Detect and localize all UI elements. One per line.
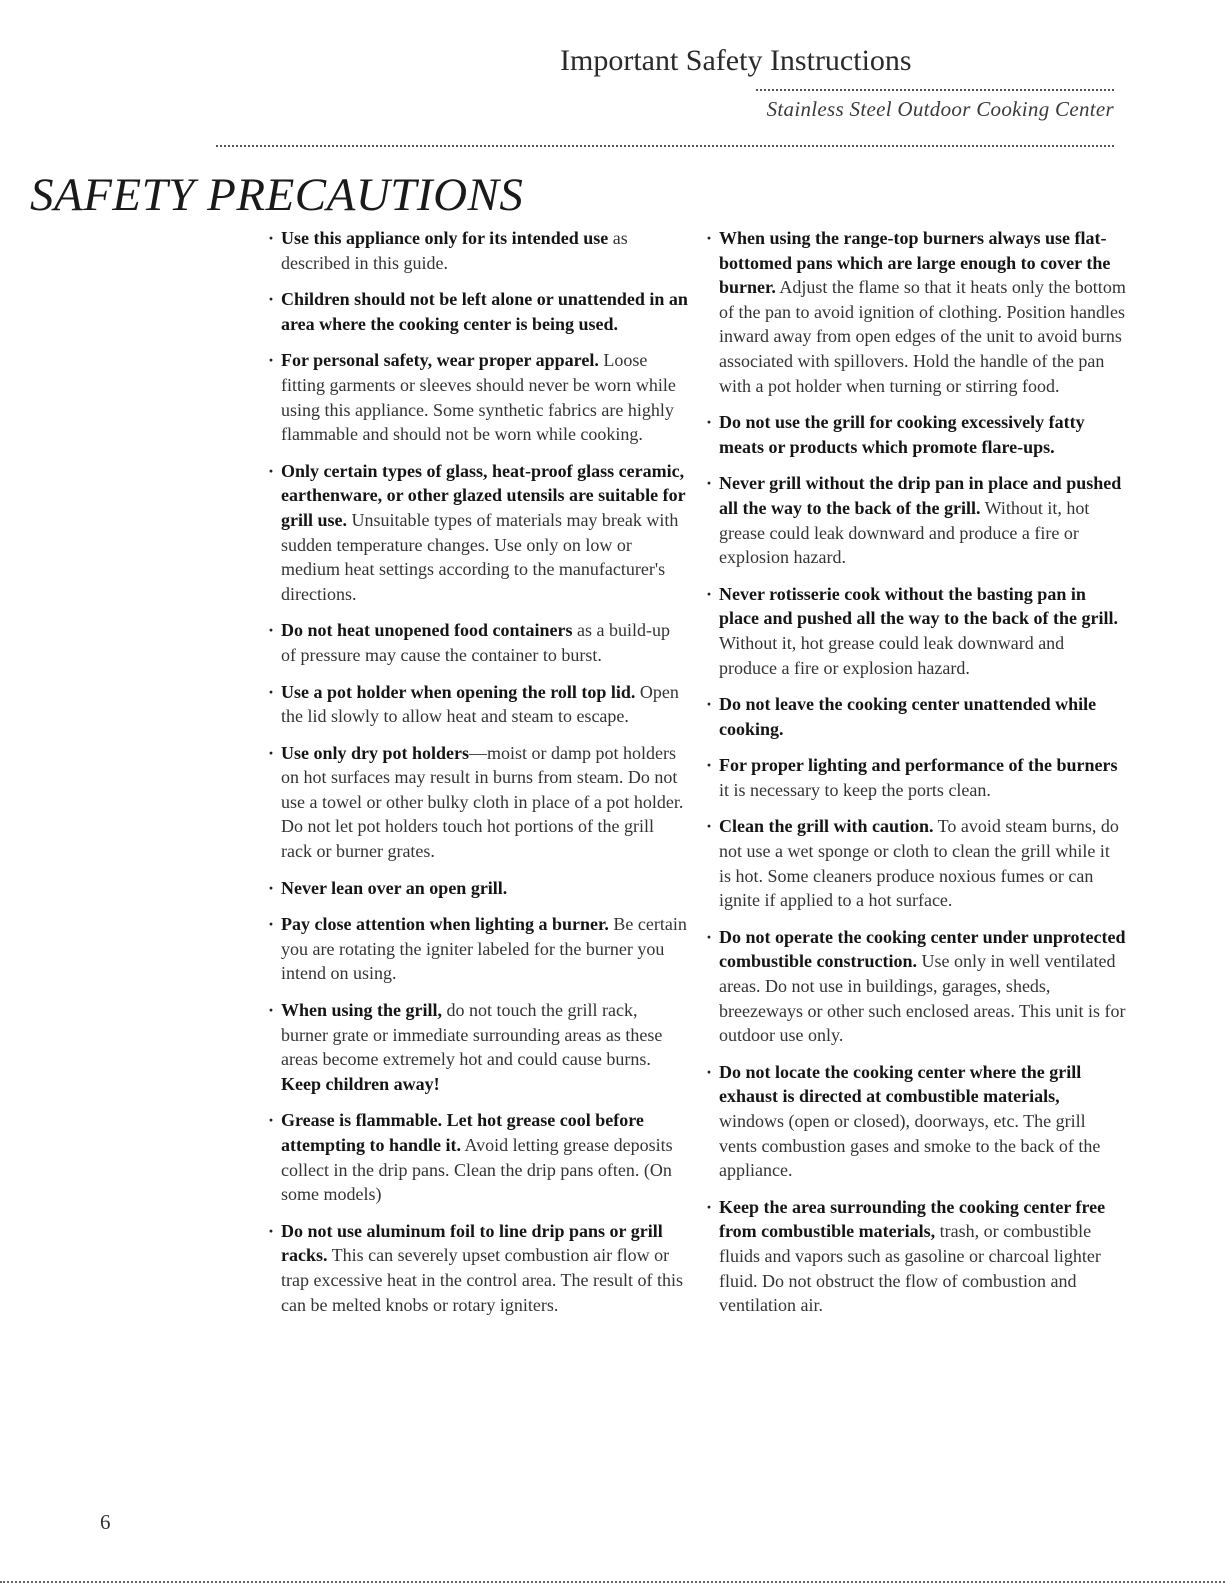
bullet-marker: · xyxy=(706,926,713,947)
bullet-marker: · xyxy=(706,473,713,494)
bullet-marker: · xyxy=(706,412,713,433)
safety-item-heading: Pay close attention when lighting a burner. xyxy=(281,914,609,935)
safety-item xyxy=(268,741,688,864)
page-number: 6 xyxy=(100,1510,111,1534)
safety-item-text: Loose fitting garments or sleeves should never be worn while using this appliance. Some synthetic fabrics are highly flammable and should not be worn while cooking. xyxy=(281,350,676,445)
safety-item-heading: Do not operate the cooking center under unprotected combustible construction. xyxy=(719,926,1126,972)
bullet-marker: · xyxy=(268,877,275,898)
safety-item-text: as described in this guide. xyxy=(281,228,628,273)
bullet-marker: · xyxy=(706,816,713,837)
safety-item-heading: Never rotisserie cook without the basting pan in place and pushed all the way to the back of the grill. xyxy=(719,583,1119,629)
safety-item xyxy=(706,226,1126,398)
bullet-marker: · xyxy=(706,755,713,776)
safety-item-heading: Do not locate the cooking center where the grill exhaust is directed at combustible materials, xyxy=(719,1061,1082,1107)
header-divider-long xyxy=(216,145,1114,147)
safety-item-heading: For personal safety, wear proper apparel. xyxy=(281,350,599,371)
safety-item-text: Open the lid slowly to allow heat and steam to escape. xyxy=(281,681,679,727)
bullet-marker: · xyxy=(268,350,275,371)
safety-item-text: trash, or combustible fluids and vapors such as gasoline or charcoal lighter fluid. Do not obstruct the flow of combustion and ventilation air. xyxy=(719,1221,1101,1316)
safety-item-heading: Use only dry pot holders xyxy=(281,742,470,763)
safety-item-text: Use only in well ventilated areas. Do not use in buildings, garages, sheds, breezeways or other such enclosed areas. This unit is for outdoor use only. xyxy=(719,951,1126,1046)
safety-item-heading: Never grill without the drip pan in place and pushed all the way to the back of the grill. xyxy=(719,473,1122,518)
safety-item-text: This can severely upset combustion air flow or trap excessive heat in the control area. The result of this can be melted knobs or rotary igniters. xyxy=(281,1245,684,1315)
bullet-marker: · xyxy=(268,1110,275,1131)
safety-item-text: Unsuitable types of materials may break with sudden temperature changes. Use only on low or medium heat settings according to the manufacturer's directions. xyxy=(281,509,679,604)
safety-item-heading: Children should not be left alone or unattended in an area where the cooking center is being used. xyxy=(281,289,688,334)
safety-item xyxy=(706,1060,1126,1183)
bullet-marker: · xyxy=(268,289,275,310)
safety-item xyxy=(706,582,1126,680)
safety-item-emphasis: Keep children away! xyxy=(281,1073,440,1094)
safety-item xyxy=(706,410,1126,459)
safety-item-text: Without it, hot grease could leak downward and produce a fire or explosion hazard. xyxy=(719,497,1090,568)
safety-item xyxy=(706,1195,1126,1318)
safety-item xyxy=(268,348,688,446)
bottom-divider xyxy=(0,1581,1225,1583)
safety-item-text: Adjust the flame so that it heats only the bottom of the pan to avoid ignition of clothing. Position handles inward away from open edges of the unit to avoid burns associated with spillovers. Hold the handle of the pan with a pot holder when turning or stirring food. xyxy=(719,277,1126,396)
bullet-marker: · xyxy=(706,583,713,604)
bullet-marker: · xyxy=(268,1220,275,1241)
safety-item-text: as a build-up of pressure may cause the container to burst. xyxy=(281,620,671,665)
safety-item xyxy=(706,753,1126,802)
safety-item-heading: Clean the grill with caution. xyxy=(719,816,934,837)
safety-item-heading: Do not use aluminum foil to line drip pans or grill racks. xyxy=(281,1220,663,1266)
safety-item xyxy=(268,226,688,275)
section-title: SAFETY PRECAUTIONS xyxy=(30,169,524,221)
safety-item-heading: Do not heat unopened food containers xyxy=(281,620,573,641)
bullet-marker: · xyxy=(706,228,713,248)
safety-item-heading: Only certain types of glass, heat-proof glass ceramic, earthenware, or other glazed utensils are suitable for grill use. xyxy=(281,460,686,530)
header-divider-short xyxy=(756,89,1114,91)
safety-item-text: it is necessary to keep the ports clean. xyxy=(719,779,991,800)
safety-item xyxy=(706,471,1126,569)
safety-item xyxy=(268,912,688,986)
bullet-marker: · xyxy=(706,1196,713,1217)
bullet-marker: · xyxy=(268,1000,275,1021)
safety-item-heading: Grease is flammable. Let hot grease cool before attempting to handle it. xyxy=(281,1110,644,1155)
right-column xyxy=(706,226,1126,1330)
safety-item-text: —moist or damp pot holders on hot surfaces may result in burns from steam. Do not use a towel or other bulky cloth in place of a pot holder. Do not let pot holders touch hot portions of the grill rack or burner grates. xyxy=(281,742,684,862)
safety-item-heading: Never lean over an open grill. xyxy=(281,877,508,898)
left-column xyxy=(268,226,688,1329)
safety-item-heading: When using the grill, xyxy=(281,1000,443,1021)
bullet-marker: · xyxy=(268,742,275,763)
safety-item xyxy=(268,459,688,607)
safety-item-heading: Use this appliance only for its intended use xyxy=(281,228,609,248)
safety-item-heading: Use a pot holder when opening the roll top lid. xyxy=(281,681,636,702)
safety-item xyxy=(268,998,688,1096)
safety-item-text: Without it, hot grease could leak downward and produce a fire or explosion hazard. xyxy=(719,632,1065,678)
safety-item xyxy=(706,814,1126,912)
safety-item-heading: Keep the area surrounding the cooking center free from combustible materials, xyxy=(719,1196,1106,1242)
bullet-marker: · xyxy=(268,620,275,641)
safety-item-text: To avoid steam burns, do not use a wet sponge or cloth to clean the grill while it is hot. Some cleaners produce noxious fumes or can ignite if applied to a hot surface. xyxy=(719,816,1119,911)
safety-item-heading: For proper lighting and performance of the burners xyxy=(719,755,1118,776)
safety-item xyxy=(706,692,1126,741)
safety-item xyxy=(268,1108,688,1206)
safety-item-text: windows (open or closed), doorways, etc. The grill vents combustion gases and smoke to the back of the appliance. xyxy=(719,1111,1101,1181)
bullet-marker: · xyxy=(706,1061,713,1082)
safety-item xyxy=(268,287,688,336)
safety-item-text: Be certain you are rotating the igniter labeled for the burner you intend on using. xyxy=(281,914,687,984)
safety-item-heading: Do not leave the cooking center unattended while cooking. xyxy=(719,694,1097,739)
bullet-marker: · xyxy=(706,694,713,715)
bullet-marker: · xyxy=(268,914,275,935)
page-header-subtitle: Stainless Steel Outdoor Cooking Center xyxy=(766,97,1114,121)
bullet-marker: · xyxy=(268,681,275,702)
bullet-marker: · xyxy=(268,228,275,248)
safety-item xyxy=(268,618,688,667)
safety-item-heading: Do not use the grill for cooking excessively fatty meats or products which promote flare-ups. xyxy=(719,412,1085,457)
safety-item-text: do not touch the grill rack, burner grate or immediate surrounding areas as these areas become extremely hot and could cause burns. xyxy=(281,1000,663,1070)
page-header-title: Important Safety Instructions xyxy=(560,44,912,77)
bullet-marker: · xyxy=(268,460,275,481)
safety-item xyxy=(268,680,688,729)
safety-item xyxy=(268,1219,688,1317)
safety-item-text: Avoid letting grease deposits collect in the drip pans. Clean the drip pans often. (On some models) xyxy=(281,1135,673,1205)
safety-item xyxy=(706,925,1126,1048)
safety-item-heading: When using the range-top burners always use flat-bottomed pans which are large enough to cover the burner. xyxy=(719,228,1111,298)
safety-item xyxy=(268,876,688,901)
